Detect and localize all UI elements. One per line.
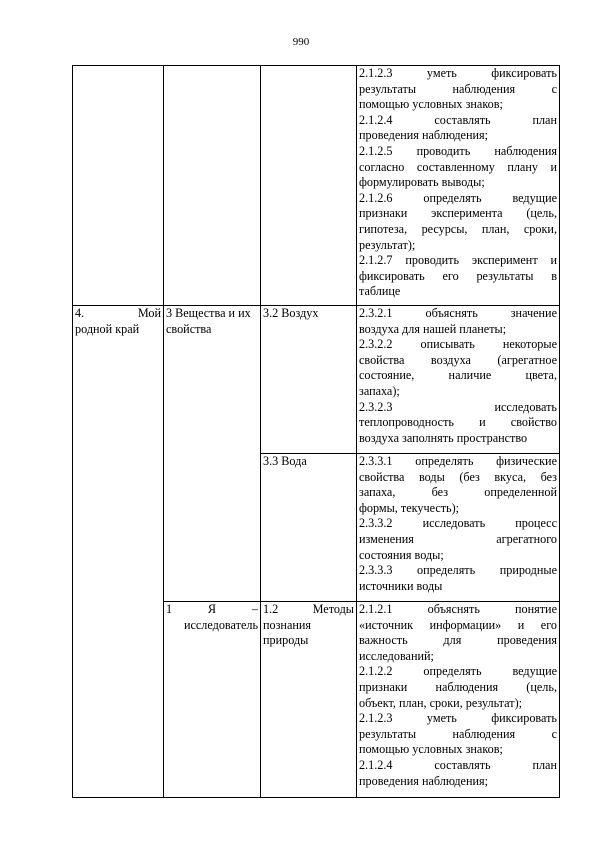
objective-line: признаки эксперимента (цель, xyxy=(359,206,557,221)
objective-line: помощью условных знаков; xyxy=(359,97,503,112)
objective-line: признаки наблюдения (цель, xyxy=(359,679,557,694)
table-row xyxy=(73,66,560,306)
objective-item xyxy=(359,306,557,337)
subtopic-cell xyxy=(261,66,357,306)
objective-line: свойства воды (без вкуса, без xyxy=(359,469,557,484)
objective-line: важность для проведения xyxy=(359,633,557,648)
topic-title-line: исследователь xyxy=(183,617,258,632)
objective-line: «источник информации» и его xyxy=(359,617,557,632)
topic-cell xyxy=(164,306,261,602)
objective-item xyxy=(359,602,557,664)
objective-line: запаха, без определенной xyxy=(359,485,557,500)
objective-line: 2.1.2.7 проводить эксперимент и xyxy=(359,253,557,268)
objective-line: 2.1.2.4 составлять план xyxy=(359,112,557,127)
objective-line: свойства воздуха (агрегатное xyxy=(359,352,557,367)
objectives-cell xyxy=(357,306,560,454)
objective-line: 2.3.3.1 определять физические xyxy=(359,454,557,468)
objectives-cell xyxy=(357,66,560,306)
section-title-line: родной край xyxy=(75,321,140,336)
objective-line: 2.1.2.3 уметь фиксировать xyxy=(359,66,557,80)
objective-line: результаты наблюдения с xyxy=(359,81,557,96)
objective-item xyxy=(359,758,557,789)
page-number: 990 xyxy=(292,36,310,48)
objective-line: согласно составленному плану и xyxy=(359,159,557,174)
topic-title-line: 3 Вещества и их xyxy=(166,306,251,320)
topic-title-line: свойства xyxy=(166,321,212,336)
objective-item xyxy=(359,66,557,113)
objective-line: 2.3.3.2 исследовать процесс xyxy=(359,516,557,531)
objective-line: воздуха для нашей планеты; xyxy=(359,321,507,336)
objective-line: источники воды xyxy=(359,578,443,593)
objective-item xyxy=(359,454,557,516)
objective-item xyxy=(359,113,557,144)
objective-line: изменения агрегатного xyxy=(359,531,557,546)
subtopic-title-line: 3.2 Воздух xyxy=(263,306,319,320)
objective-line: объект, план, сроки, результат); xyxy=(359,695,523,710)
objective-line: фиксировать его результаты в xyxy=(359,268,557,283)
topic-cell xyxy=(164,66,261,306)
objective-line: 2.1.2.3 уметь фиксировать xyxy=(359,711,557,726)
objective-item xyxy=(359,563,557,594)
objective-line: 2.1.2.4 составлять план xyxy=(359,757,557,772)
objective-line: воздуха заполнять пространство xyxy=(359,430,528,445)
objective-line: 2.1.2.2 определять ведущие xyxy=(359,664,557,679)
subtopic-cell xyxy=(261,454,357,602)
objective-line: проведения наблюдения; xyxy=(359,128,488,143)
section-cell xyxy=(73,306,164,798)
subtopic-title-line: 1.2 Методы xyxy=(263,602,354,616)
subtopic-title-line: познания xyxy=(263,617,312,632)
objective-line: теплопроводность и свойство xyxy=(359,415,557,430)
objective-line: проведения наблюдения; xyxy=(359,773,488,788)
subtopic-title-line: 3.3 Вода xyxy=(263,454,307,468)
objective-line: состояния воды; xyxy=(359,547,444,562)
objective-line: результат); xyxy=(359,237,416,252)
objective-line: 2.1.2.1 объяснять понятие xyxy=(359,602,557,616)
section-cell xyxy=(73,66,164,306)
objective-item xyxy=(359,400,557,447)
objective-item xyxy=(359,253,557,300)
objective-line: запаха); xyxy=(359,383,400,398)
objective-line: состояние, наличие цвета, xyxy=(359,368,557,383)
objective-line: 2.3.2.3 исследовать xyxy=(359,399,557,414)
objective-line: 2.3.2.2 описывать некоторые xyxy=(359,337,557,352)
objective-line: формулировать выводы; xyxy=(359,175,485,190)
objective-item xyxy=(359,664,557,711)
objective-line: помощью условных знаков; xyxy=(359,742,503,757)
section-title-line: 4. Мой xyxy=(75,306,161,320)
objective-line: исследований; xyxy=(359,648,434,663)
objectives-cell xyxy=(357,454,560,602)
topic-title-line: 1 Я – xyxy=(166,602,258,616)
objective-item xyxy=(359,516,557,563)
objective-item xyxy=(359,144,557,191)
objective-line: гипотеза, ресурсы, план, сроки, xyxy=(359,221,557,236)
objective-line: 2.1.2.6 определять ведущие xyxy=(359,190,557,205)
objectives-cell xyxy=(357,602,560,798)
objective-line: 2.3.3.3 определять природные xyxy=(359,563,557,578)
subtopic-cell xyxy=(261,306,357,454)
topic-cell xyxy=(164,602,261,798)
objective-line: 2.1.2.5 проводить наблюдения xyxy=(359,143,557,158)
objective-line: 2.3.2.1 объяснять значение xyxy=(359,306,557,320)
table-row xyxy=(73,306,560,454)
subtopic-title-line: природы xyxy=(263,633,309,648)
objective-item xyxy=(359,711,557,758)
objective-line: таблице xyxy=(359,284,401,299)
subtopic-cell xyxy=(261,602,357,798)
curriculum-table xyxy=(72,65,560,798)
objective-item xyxy=(359,191,557,253)
objective-line: результаты наблюдения с xyxy=(359,726,557,741)
objective-line: формы, текучесть); xyxy=(359,500,460,515)
objective-item xyxy=(359,337,557,399)
